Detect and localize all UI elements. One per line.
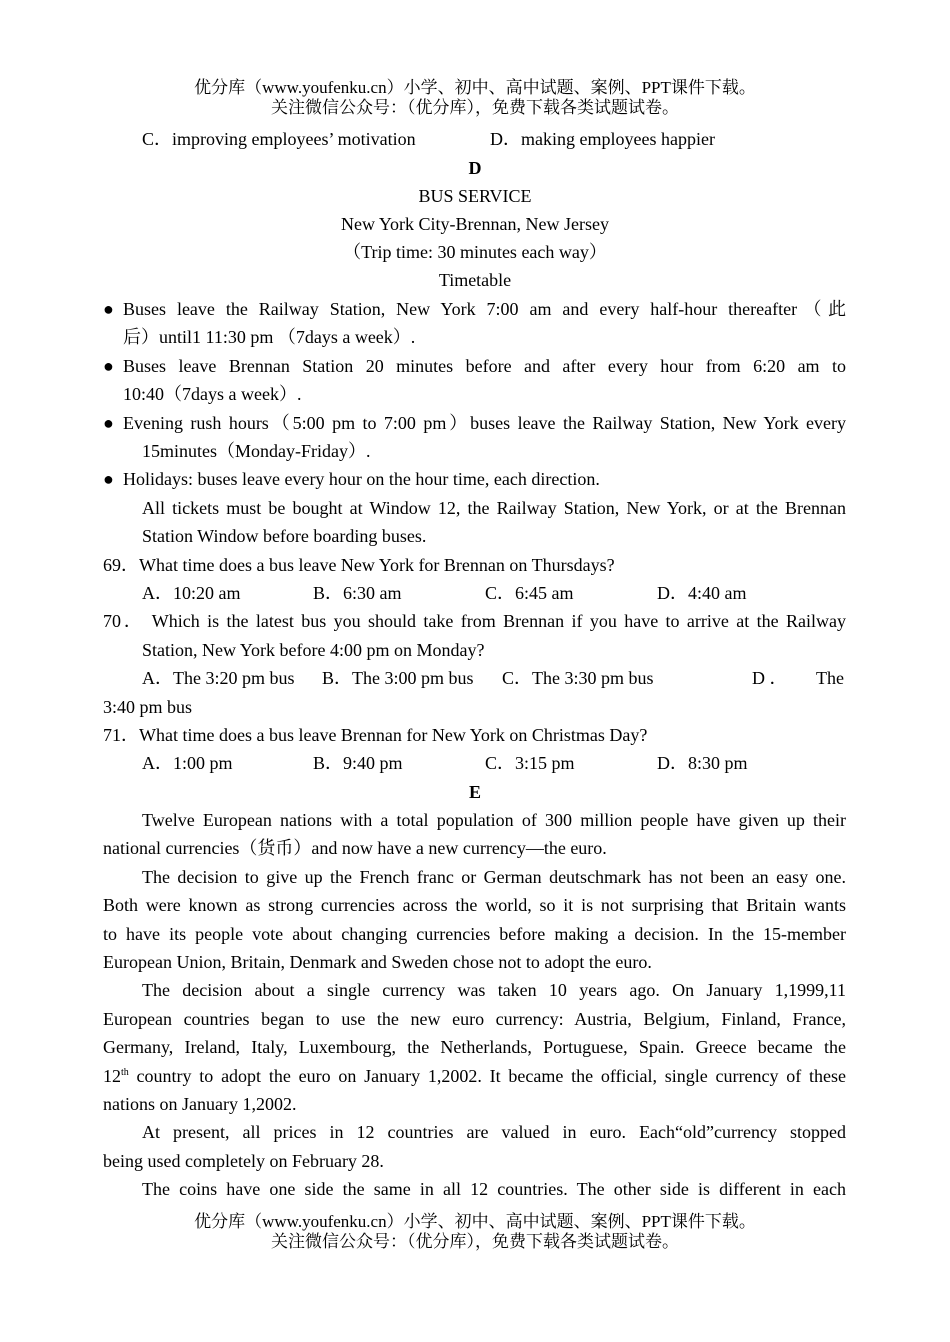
watermark-footer-line2: 关注微信公众号：（优分库），免费下载各类试题试卷。 xyxy=(271,1232,679,1251)
para3-line4 xyxy=(103,1065,846,1087)
q70-option-a: A．The 3:20 pm bus xyxy=(142,668,295,688)
bullet1-line1: Buses leave the Railway Station, New York 7:00 am and every half-hour thereafter（此 xyxy=(123,299,846,319)
section-d-label: D xyxy=(468,158,482,178)
para4-line1: At present, all prices in 12 countries are valued in euro. Each“old”currency stopped xyxy=(142,1122,846,1142)
para2-line1: The decision to give up the French franc or German deutschmark has not been an easy one. xyxy=(142,867,846,887)
para2-line3: to have its people vote about changing currencies before making a decision. In the 15-member xyxy=(103,924,846,944)
q70-option-d-label: D ． xyxy=(752,668,788,688)
bullet3-line2: 15minutes（Monday-Friday）. xyxy=(142,441,371,461)
para3-line4-rest: country to adopt the euro on January 1,2002. It became the official, single currency of these xyxy=(128,1066,846,1086)
para3-line3: Germany, Ireland, Italy, Luxembourg, the Netherlands, Portuguese, Spain. Greece became the xyxy=(103,1037,846,1057)
section-e-label: E xyxy=(468,782,481,802)
question-70-line1: 70． Which is the latest bus you should take from Brennan if you have to arrive at the Railway xyxy=(103,611,846,631)
bus-service-title: BUS SERVICE xyxy=(418,186,532,206)
q71-option-a: A．1:00 pm xyxy=(142,753,233,773)
prev-option-c: C．improving employees’ motivation xyxy=(142,129,416,149)
prev-option-d: D．making employees happier xyxy=(490,129,715,149)
ordinal-number: 12 xyxy=(103,1066,121,1086)
q70-option-d-text: The xyxy=(816,668,844,688)
bullet-icon: ● xyxy=(103,356,114,376)
bullet3-line1: Evening rush hours（5:00 pm to 7:00 pm）buses leave the Railway Station, New York every xyxy=(123,413,846,433)
para1-line1: Twelve European nations with a total population of 300 million people have given up their xyxy=(142,810,846,830)
bullet1-line2: 后）until1 11:30 pm （7days a week）. xyxy=(123,327,416,347)
q69-option-c: C．6:45 am xyxy=(485,583,574,603)
timetable-heading: Timetable xyxy=(438,270,512,290)
ordinal-suffix: th xyxy=(121,1067,129,1078)
q71-option-b: B．9:40 pm xyxy=(313,753,403,773)
bullet2-line1: Buses leave Brennan Station 20 minutes before and after every hour from 6:20 am to xyxy=(123,356,846,376)
bullet-icon: ● xyxy=(103,469,114,489)
para3-line2: European countries began to use the new euro currency: Austria, Belgium, Finland, France, xyxy=(103,1009,846,1029)
q71-option-c: C．3:15 pm xyxy=(485,753,575,773)
watermark-footer-line1: 优分库（www.youfenku.cn）小学、初中、高中试题、案例、PPT课件下载。 xyxy=(194,1212,756,1231)
question-69: 69．What time does a bus leave New York for Brennan on Thursdays? xyxy=(103,555,615,575)
trip-time-line: （Trip time: 30 minutes each way） xyxy=(343,242,607,262)
para5-line1: The coins have one side the same in all 12 countries. The other side is different in each xyxy=(142,1179,846,1199)
watermark-header-line1: 优分库（www.youfenku.cn）小学、初中、高中试题、案例、PPT课件下载。 xyxy=(194,78,756,97)
q69-option-d: D．4:40 am xyxy=(657,583,747,603)
bullet-icon: ● xyxy=(103,413,114,433)
q71-option-d: D．8:30 pm xyxy=(657,753,748,773)
bullet-icon: ● xyxy=(103,299,114,319)
question-71: 71．What time does a bus leave Brennan for New York on Christmas Day? xyxy=(103,725,648,745)
para2-line4: European Union, Britain, Denmark and Sweden chose not to adopt the euro. xyxy=(103,952,652,972)
route-line: New York City-Brennan, New Jersey xyxy=(341,214,609,234)
para3-line1: The decision about a single currency was taken 10 years ago. On January 1,1999,11 xyxy=(142,980,846,1000)
ticket-note-line1: All tickets must be bought at Window 12, the Railway Station, New York, or at the Brennan xyxy=(142,498,846,518)
q70-option-c: C．The 3:30 pm bus xyxy=(502,668,654,688)
q69-option-b: B．6:30 am xyxy=(313,583,402,603)
question-70-line2: Station, New York before 4:00 pm on Monday? xyxy=(142,640,485,660)
q70-option-b: B．The 3:00 pm bus xyxy=(322,668,474,688)
para4-line2: being used completely on February 28. xyxy=(103,1151,384,1171)
watermark-header-line2: 关注微信公众号：（优分库），免费下载各类试题试卷。 xyxy=(271,98,679,117)
q70-option-d-continuation: 3:40 pm bus xyxy=(103,697,193,717)
para3-line5: nations on January 1,2002. xyxy=(103,1094,297,1114)
q69-option-a: A．10:20 am xyxy=(142,583,241,603)
bullet4-line: Holidays: buses leave every hour on the hour time, each direction. xyxy=(123,469,600,489)
ticket-note-line2: Station Window before boarding buses. xyxy=(142,526,427,546)
para1-line2: national currencies（货币）and now have a new currency—the euro. xyxy=(103,838,607,858)
bullet2-line2: 10:40（7days a week）. xyxy=(123,384,302,404)
para2-line2: Both were known as strong currencies across the world, so it is not surprising that Britain wants xyxy=(103,895,846,915)
